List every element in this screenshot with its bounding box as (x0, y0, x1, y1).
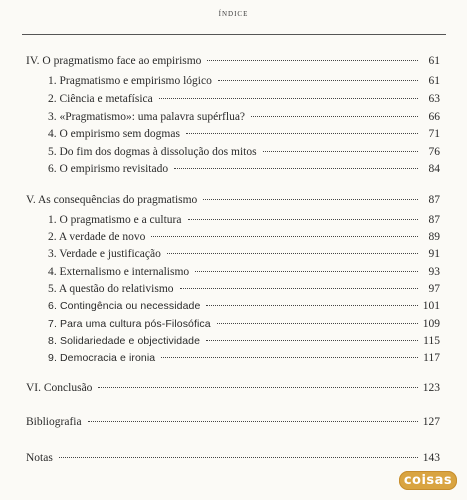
toc-entry (48, 282, 440, 296)
toc-entry (48, 127, 440, 141)
toc-section-iv (26, 54, 440, 68)
toc-leader-dots (174, 168, 418, 169)
toc-leader-dots (207, 60, 418, 61)
toc-page-number: 61 (428, 55, 440, 67)
toc-entry-label: 8. Solidariedade e objectividade (48, 335, 201, 347)
toc-entry-label: 9. Democracia e ironia (48, 352, 156, 364)
toc-entry (48, 213, 440, 227)
toc-entry (48, 74, 440, 88)
toc-section-v (26, 193, 440, 207)
toc-page-number: 115 (423, 335, 440, 347)
toc-entry-label: 2. A verdade de novo (48, 231, 146, 243)
toc-page-number: 87 (428, 214, 440, 226)
toc-leader-dots (161, 357, 418, 358)
header-rule (22, 34, 446, 35)
toc-entry (48, 265, 440, 279)
toc-page-number: 93 (428, 266, 440, 278)
toc-page-number: 117 (423, 352, 440, 364)
toc-leader-dots (167, 253, 418, 254)
toc-page-number: 63 (428, 93, 440, 105)
toc-entry-label: Bibliografia (26, 416, 82, 428)
toc-page-number: 84 (428, 163, 440, 175)
toc-section-title: V. As consequências do pragmatismo (26, 194, 198, 206)
toc-entry-label: 5. Do fim dos dogmas à dissolução dos mitos (48, 146, 257, 158)
toc-entry (48, 145, 440, 159)
toc-entry-label: Notas (26, 452, 53, 464)
toc-leader-dots (180, 288, 418, 289)
toc-entry (48, 92, 440, 106)
toc-entry-label: 4. O empirismo sem dogmas (48, 128, 180, 140)
toc-entry-label: 6. O empirismo revisitado (48, 163, 169, 175)
toc-entry (48, 299, 440, 313)
toc-entry-label: 2. Ciência e metafísica (48, 93, 153, 105)
toc-page-number: 143 (422, 452, 440, 464)
toc-page-number: 109 (422, 318, 440, 330)
watermark-logo: coisas (399, 471, 457, 490)
toc-page-number: 89 (428, 231, 440, 243)
toc-leader-dots (186, 133, 418, 134)
toc-entry-label: 3. «Pragmatismo»: uma palavra supérflua? (48, 111, 246, 123)
toc-entry-label: 1. Pragmatismo e empirismo lógico (48, 75, 212, 87)
toc-entry (48, 334, 440, 348)
toc-entry (48, 230, 440, 244)
toc-entry (48, 247, 440, 261)
toc-entry (48, 351, 440, 365)
toc-bibliography (26, 415, 440, 429)
toc-page-number: 91 (428, 248, 440, 260)
toc-entry-label: 6. Contingência ou necessidade (48, 300, 201, 312)
toc-entry-label: 3. Verdade e justificação (48, 248, 161, 260)
toc-entry (48, 110, 440, 124)
toc-leader-dots (251, 116, 418, 117)
toc-entry-label: 4. Externalismo e internalismo (48, 266, 190, 278)
toc-leader-dots (195, 271, 418, 272)
toc-conclusion (26, 381, 440, 395)
toc-leader-dots (151, 236, 418, 237)
toc-leader-dots (206, 340, 418, 341)
toc-page-number: 87 (428, 194, 440, 206)
toc-leader-dots (98, 387, 418, 388)
toc-page-number: 61 (428, 75, 440, 87)
toc-page-number: 97 (428, 283, 440, 295)
toc-leader-dots (218, 80, 418, 81)
toc-section-title: IV. O pragmatismo face ao empirismo (26, 55, 202, 67)
toc-page-number: 71 (428, 128, 440, 140)
toc-leader-dots (263, 151, 418, 152)
toc-leader-dots (217, 323, 418, 324)
toc-entry (48, 317, 440, 331)
toc-entry-label: 7. Para uma cultura pós-Filosófica (48, 318, 211, 330)
toc-leader-dots (188, 219, 419, 220)
toc-leader-dots (159, 98, 418, 99)
page-header: ÍNDICE (218, 10, 249, 18)
toc-page-number: 66 (428, 111, 440, 123)
toc-page-number: 101 (422, 300, 440, 312)
toc-page-number: 76 (428, 146, 440, 158)
toc-page-number: 127 (422, 416, 440, 428)
toc-entry-label: VI. Conclusão (26, 382, 93, 394)
toc-leader-dots (59, 457, 418, 458)
toc-leader-dots (206, 305, 418, 306)
toc-entry-label: 1. O pragmatismo e a cultura (48, 214, 182, 226)
toc-notes (26, 451, 440, 465)
toc-page-number: 123 (422, 382, 440, 394)
toc-entry (48, 162, 440, 176)
toc-leader-dots (203, 199, 418, 200)
toc-leader-dots (88, 421, 418, 422)
toc-entry-label: 5. A questão do relativismo (48, 283, 174, 295)
